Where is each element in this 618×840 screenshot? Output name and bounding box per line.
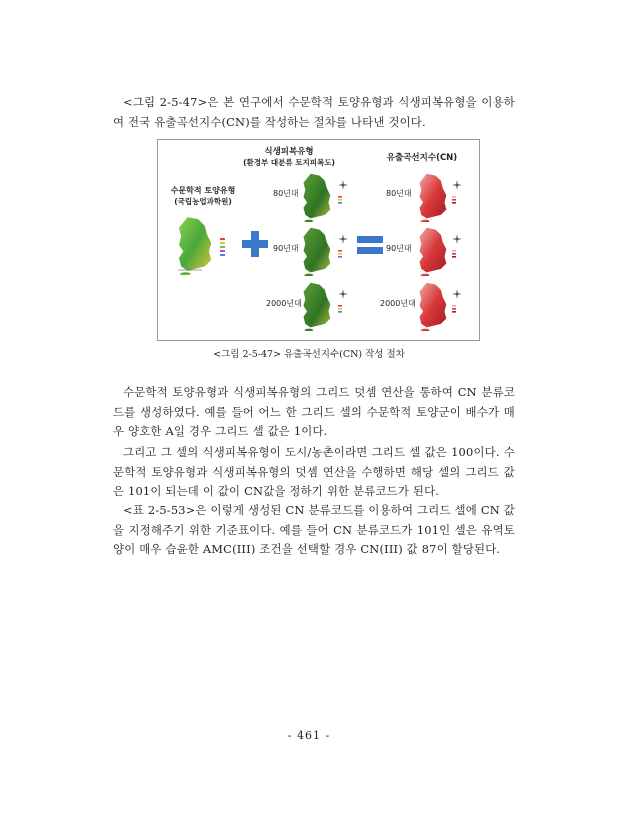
figure-caption: <그림 2-5-47> 유출곡선지수(CN) 작성 절차 <box>213 349 405 360</box>
cn-map-80s <box>386 174 462 223</box>
soil-title-line1: 수문학적 토양유형 <box>170 186 236 195</box>
cn-procedure-figure <box>157 139 480 341</box>
soil-map <box>178 217 225 276</box>
cn-title: 유출곡선지수(CN) <box>386 153 458 163</box>
body-paragraph-3: <표 2-5-53>은 이렇게 생성된 CN 분류코드를 이용하여 그리드 셀에 CN 값을 지정해주기 위한 기준표이다. 예를 들어 CN 분류코드가 101인 셀은 유역토양이 매우 습윤한 AMC(III) 조건을 선택할 경우 CN(III) 값 87이 할당된다. <box>113 503 515 556</box>
page-number: - 461 - <box>287 729 331 742</box>
svg-text:90년대: 90년대 <box>386 244 412 253</box>
cn-map-90s <box>386 228 462 277</box>
equals-operator-icon <box>357 236 383 254</box>
veg-map-90s <box>273 228 348 277</box>
body-paragraph-2: 그리고 그 셀의 식생피복유형이 도시/농촌이라면 그리드 셀 값은 100이다. 수문학적 토양유형과 식생피복유형의 덧셈 연산을 수행하면 해당 셀의 그리드 값은 101이 되는데 이 값이 CN값을 정하기 위한 분류코드가 된다. <box>113 445 515 498</box>
figure-diagram <box>158 140 479 340</box>
cn-map-2000s <box>380 283 462 332</box>
plus-operator-icon <box>242 231 268 257</box>
svg-text:80년대: 80년대 <box>386 189 412 198</box>
veg-map-80s <box>273 174 348 223</box>
svg-text:80년대: 80년대 <box>273 189 299 198</box>
veg-map-2000s <box>266 283 348 332</box>
veg-title-line1: 식생피복유형 <box>264 147 314 157</box>
svg-text:2000년대: 2000년대 <box>266 299 302 308</box>
veg-title-line2: (환경부 대분류 토지피복도) <box>243 158 335 167</box>
intro-paragraph: <그림 2-5-47>은 본 연구에서 수문학적 토양유형과 식생피복유형을 이용하여 전국 유출곡선지수(CN)를 작성하는 절차를 나타낸 것이다. <box>113 95 515 129</box>
svg-text:2000년대: 2000년대 <box>380 299 416 308</box>
soil-title-line2: (국립농업과학원) <box>174 197 232 206</box>
svg-text:90년대: 90년대 <box>273 244 299 253</box>
body-paragraph-1: 수문학적 토양유형과 식생피복유형의 그리드 덧셈 연산을 통하여 CN 분류코드를 생성하였다. 예를 들어 어느 한 그리드 셀의 수문학적 토양군이 배수가 매우 양호한 A일 경우 그리드 셀 값은 1이다. <box>113 385 515 438</box>
